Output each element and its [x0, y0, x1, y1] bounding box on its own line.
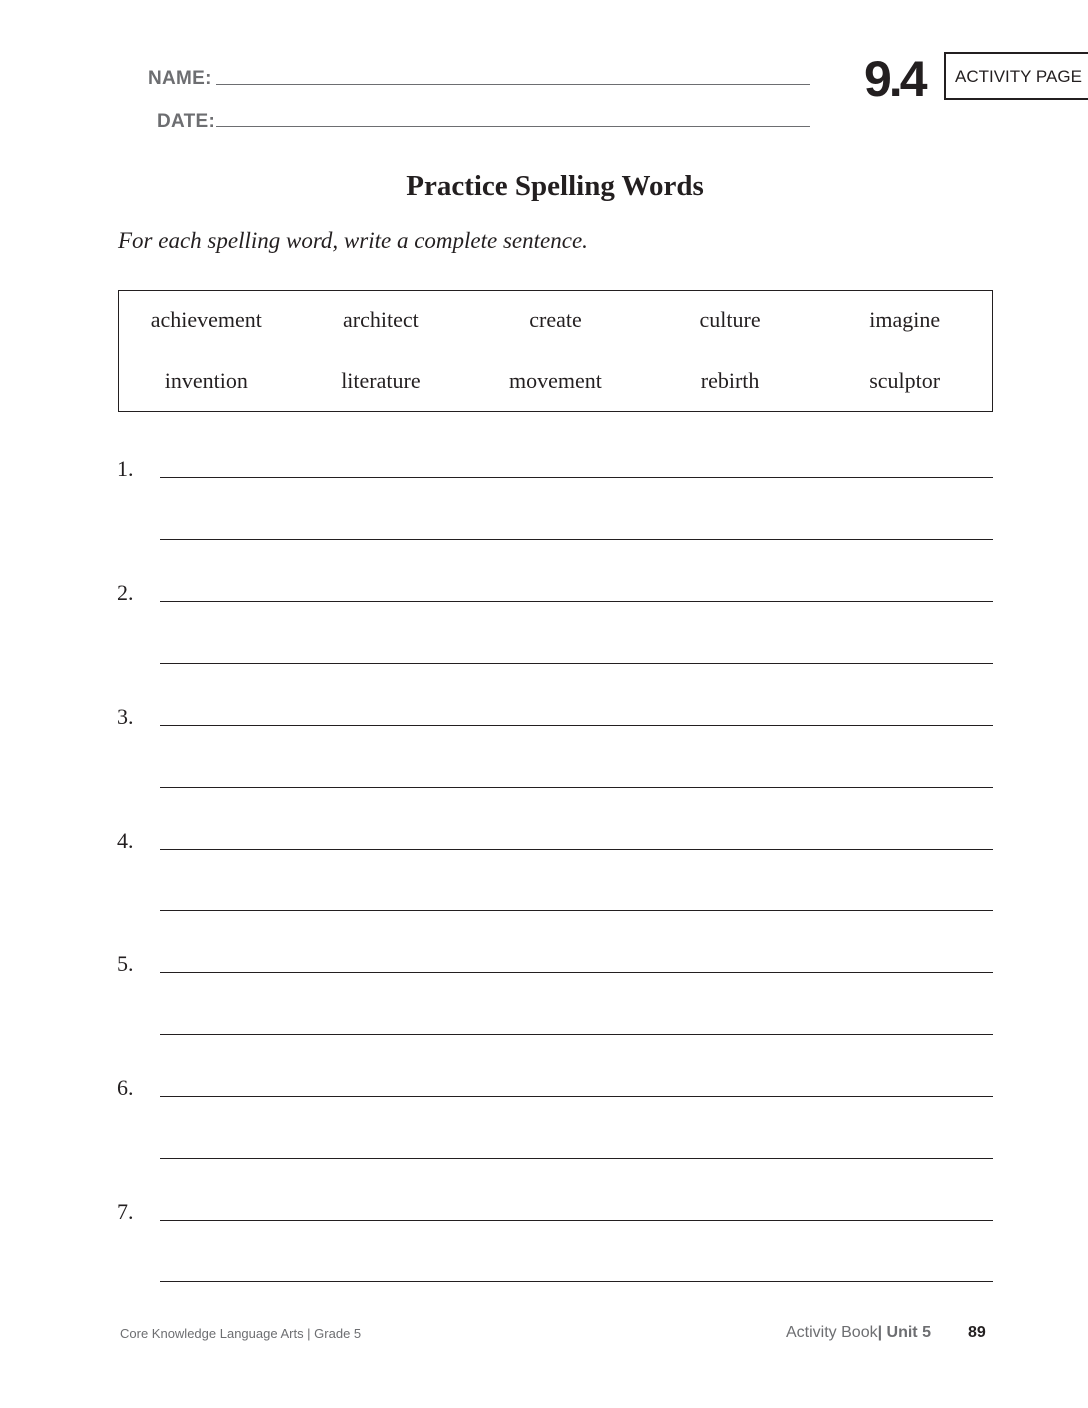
footer-series: Core Knowledge Language Arts | Grade 5	[120, 1326, 362, 1341]
word-bank	[118, 290, 993, 412]
item-number: 5.	[117, 951, 134, 976]
answer-line[interactable]	[160, 972, 993, 973]
item-number: 1.	[117, 456, 134, 481]
footer-book-unit	[786, 1324, 931, 1342]
answer-line[interactable]	[160, 725, 993, 726]
item-number: 6.	[117, 1075, 134, 1100]
word-bank-word: literature	[341, 368, 421, 393]
name-label: NAME:	[148, 68, 212, 89]
lesson-number: 9.4	[864, 51, 925, 107]
footer-book: Activity Book	[786, 1324, 878, 1341]
date-line[interactable]	[216, 126, 810, 127]
answer-line[interactable]	[160, 910, 993, 911]
name-line[interactable]	[216, 84, 810, 85]
date-label: DATE:	[157, 111, 216, 132]
page-title: Practice Spelling Words	[406, 170, 704, 202]
word-bank-word: imagine	[869, 307, 941, 332]
word-bank-word: achievement	[150, 307, 262, 332]
answer-line[interactable]	[160, 1281, 993, 1282]
answer-line[interactable]	[160, 1220, 993, 1221]
word-bank-word: create	[529, 307, 582, 332]
word-bank-word: sculptor	[869, 368, 941, 393]
word-bank-word: rebirth	[700, 368, 760, 393]
answer-line[interactable]	[160, 663, 993, 664]
answer-line[interactable]	[160, 1158, 993, 1159]
answer-line[interactable]	[160, 1034, 993, 1035]
word-bank-word: architect	[343, 307, 419, 332]
item-number: 4.	[117, 828, 134, 853]
answer-line[interactable]	[160, 1096, 993, 1097]
footer-unit: Unit 5	[886, 1324, 931, 1341]
answer-line[interactable]	[160, 787, 993, 788]
page-number: 89	[968, 1324, 986, 1341]
item-number: 2.	[117, 580, 134, 605]
word-bank-word: invention	[164, 368, 248, 393]
word-bank-row-1	[119, 307, 992, 333]
answer-line[interactable]	[160, 849, 993, 850]
instructions: For each spelling word, write a complete sentence.	[118, 228, 588, 253]
word-bank-word: culture	[699, 307, 761, 332]
answer-line[interactable]	[160, 477, 993, 478]
footer-separator: |	[877, 1324, 883, 1341]
item-number: 3.	[117, 704, 134, 729]
activity-page-badge: ACTIVITY PAGE	[944, 52, 1088, 100]
word-bank-word: movement	[509, 368, 602, 393]
word-bank-row-2	[119, 368, 992, 394]
item-number: 7.	[117, 1199, 134, 1224]
answer-line[interactable]	[160, 601, 993, 602]
answer-line[interactable]	[160, 539, 993, 540]
